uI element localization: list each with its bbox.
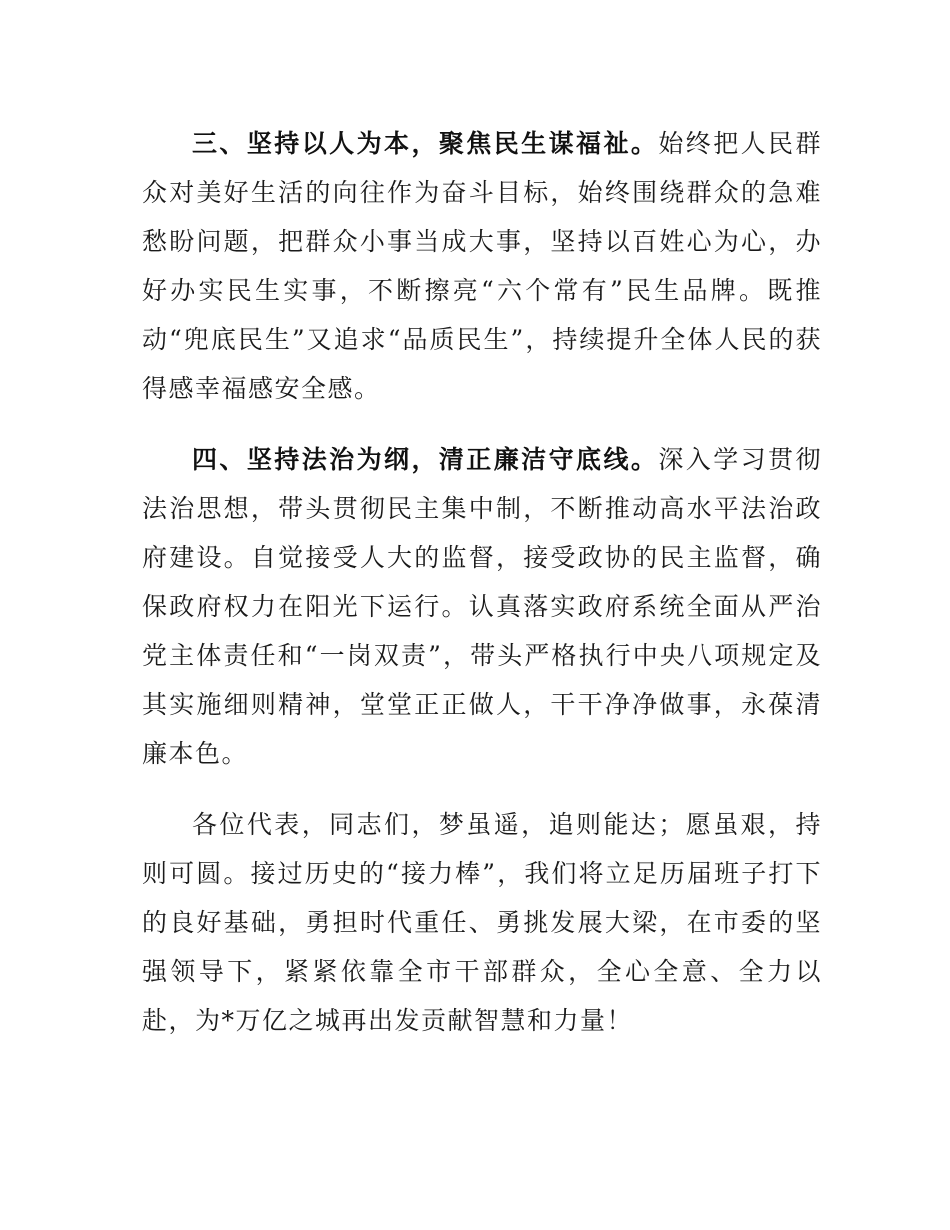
paragraph-rule-of-law <box>142 435 822 778</box>
paragraph-text: 深入学习贯彻法治思想，带头贯彻民主集中制，不断推动高水平法治政府建设。自觉接受人大的监督，接受政协的民主监督，确保政府权力在阳光下运行。认真落实政府系统全面从严治党主体责任和“一岗双责”，带头严格执行中央八项规定及其实施细则精神，堂堂正正做人，干干净净做事，永葆清廉本色。 <box>142 445 822 768</box>
section-heading-3: 三、坚持以人为本，聚焦民生谋福祉。 <box>192 129 659 158</box>
paragraph-closing <box>142 800 822 1045</box>
paragraph-text: 始终把人民群众对美好生活的向往作为奋斗目标，始终围绕群众的急难愁盼问题，把群众小事当成大事，坚持以百姓心为心，办好办实民生实事，不断擦亮“六个常有”民生品牌。既推动“兜底民生”又追求“品质民生”，持续提升全体人民的获得感幸福感安全感。 <box>142 129 822 403</box>
paragraph-text: 各位代表，同志们，梦虽遥，追则能达；愿虽艰，持则可圆。接过历史的“接力棒”，我们将立足历届班子打下的良好基础，勇担时代重任、勇挑发展大梁，在市委的坚强领导下，紧紧依靠全市干部群众，全心全意、全力以赴，为*万亿之城再出发贡献智慧和力量！ <box>142 810 822 1035</box>
paragraph-people-oriented <box>142 119 822 413</box>
section-heading-4: 四、坚持法治为纲，清正廉洁守底线。 <box>192 445 659 474</box>
document-body <box>142 119 822 1067</box>
